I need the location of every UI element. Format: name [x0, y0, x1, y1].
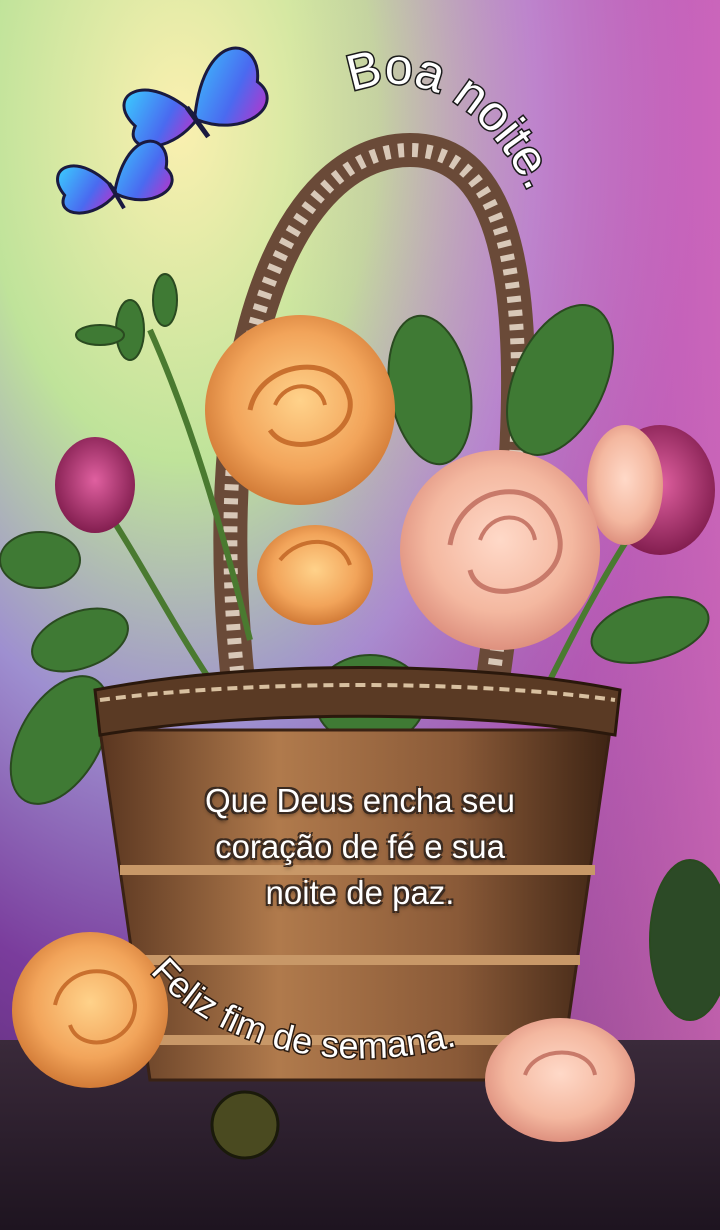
rose-orange-front-left	[12, 932, 168, 1088]
rose-peach-large	[400, 450, 600, 650]
message-line: coração de fé e sua	[215, 828, 505, 865]
rose-orange-middle	[257, 525, 373, 625]
greeting-title-path: Boa noite.	[340, 38, 569, 198]
bud-ball	[212, 1092, 278, 1158]
rose-magenta-left	[55, 437, 135, 533]
message-block	[0, 778, 720, 916]
rose-peach-front-right	[485, 1018, 635, 1142]
message-line: Que Deus encha seu	[204, 782, 516, 819]
rose-orange-top	[205, 315, 395, 505]
closing-text-path: Feliz fim de semana.	[143, 949, 460, 1067]
rose-magenta-right	[587, 425, 715, 555]
message-line: noite de paz.	[265, 874, 455, 911]
